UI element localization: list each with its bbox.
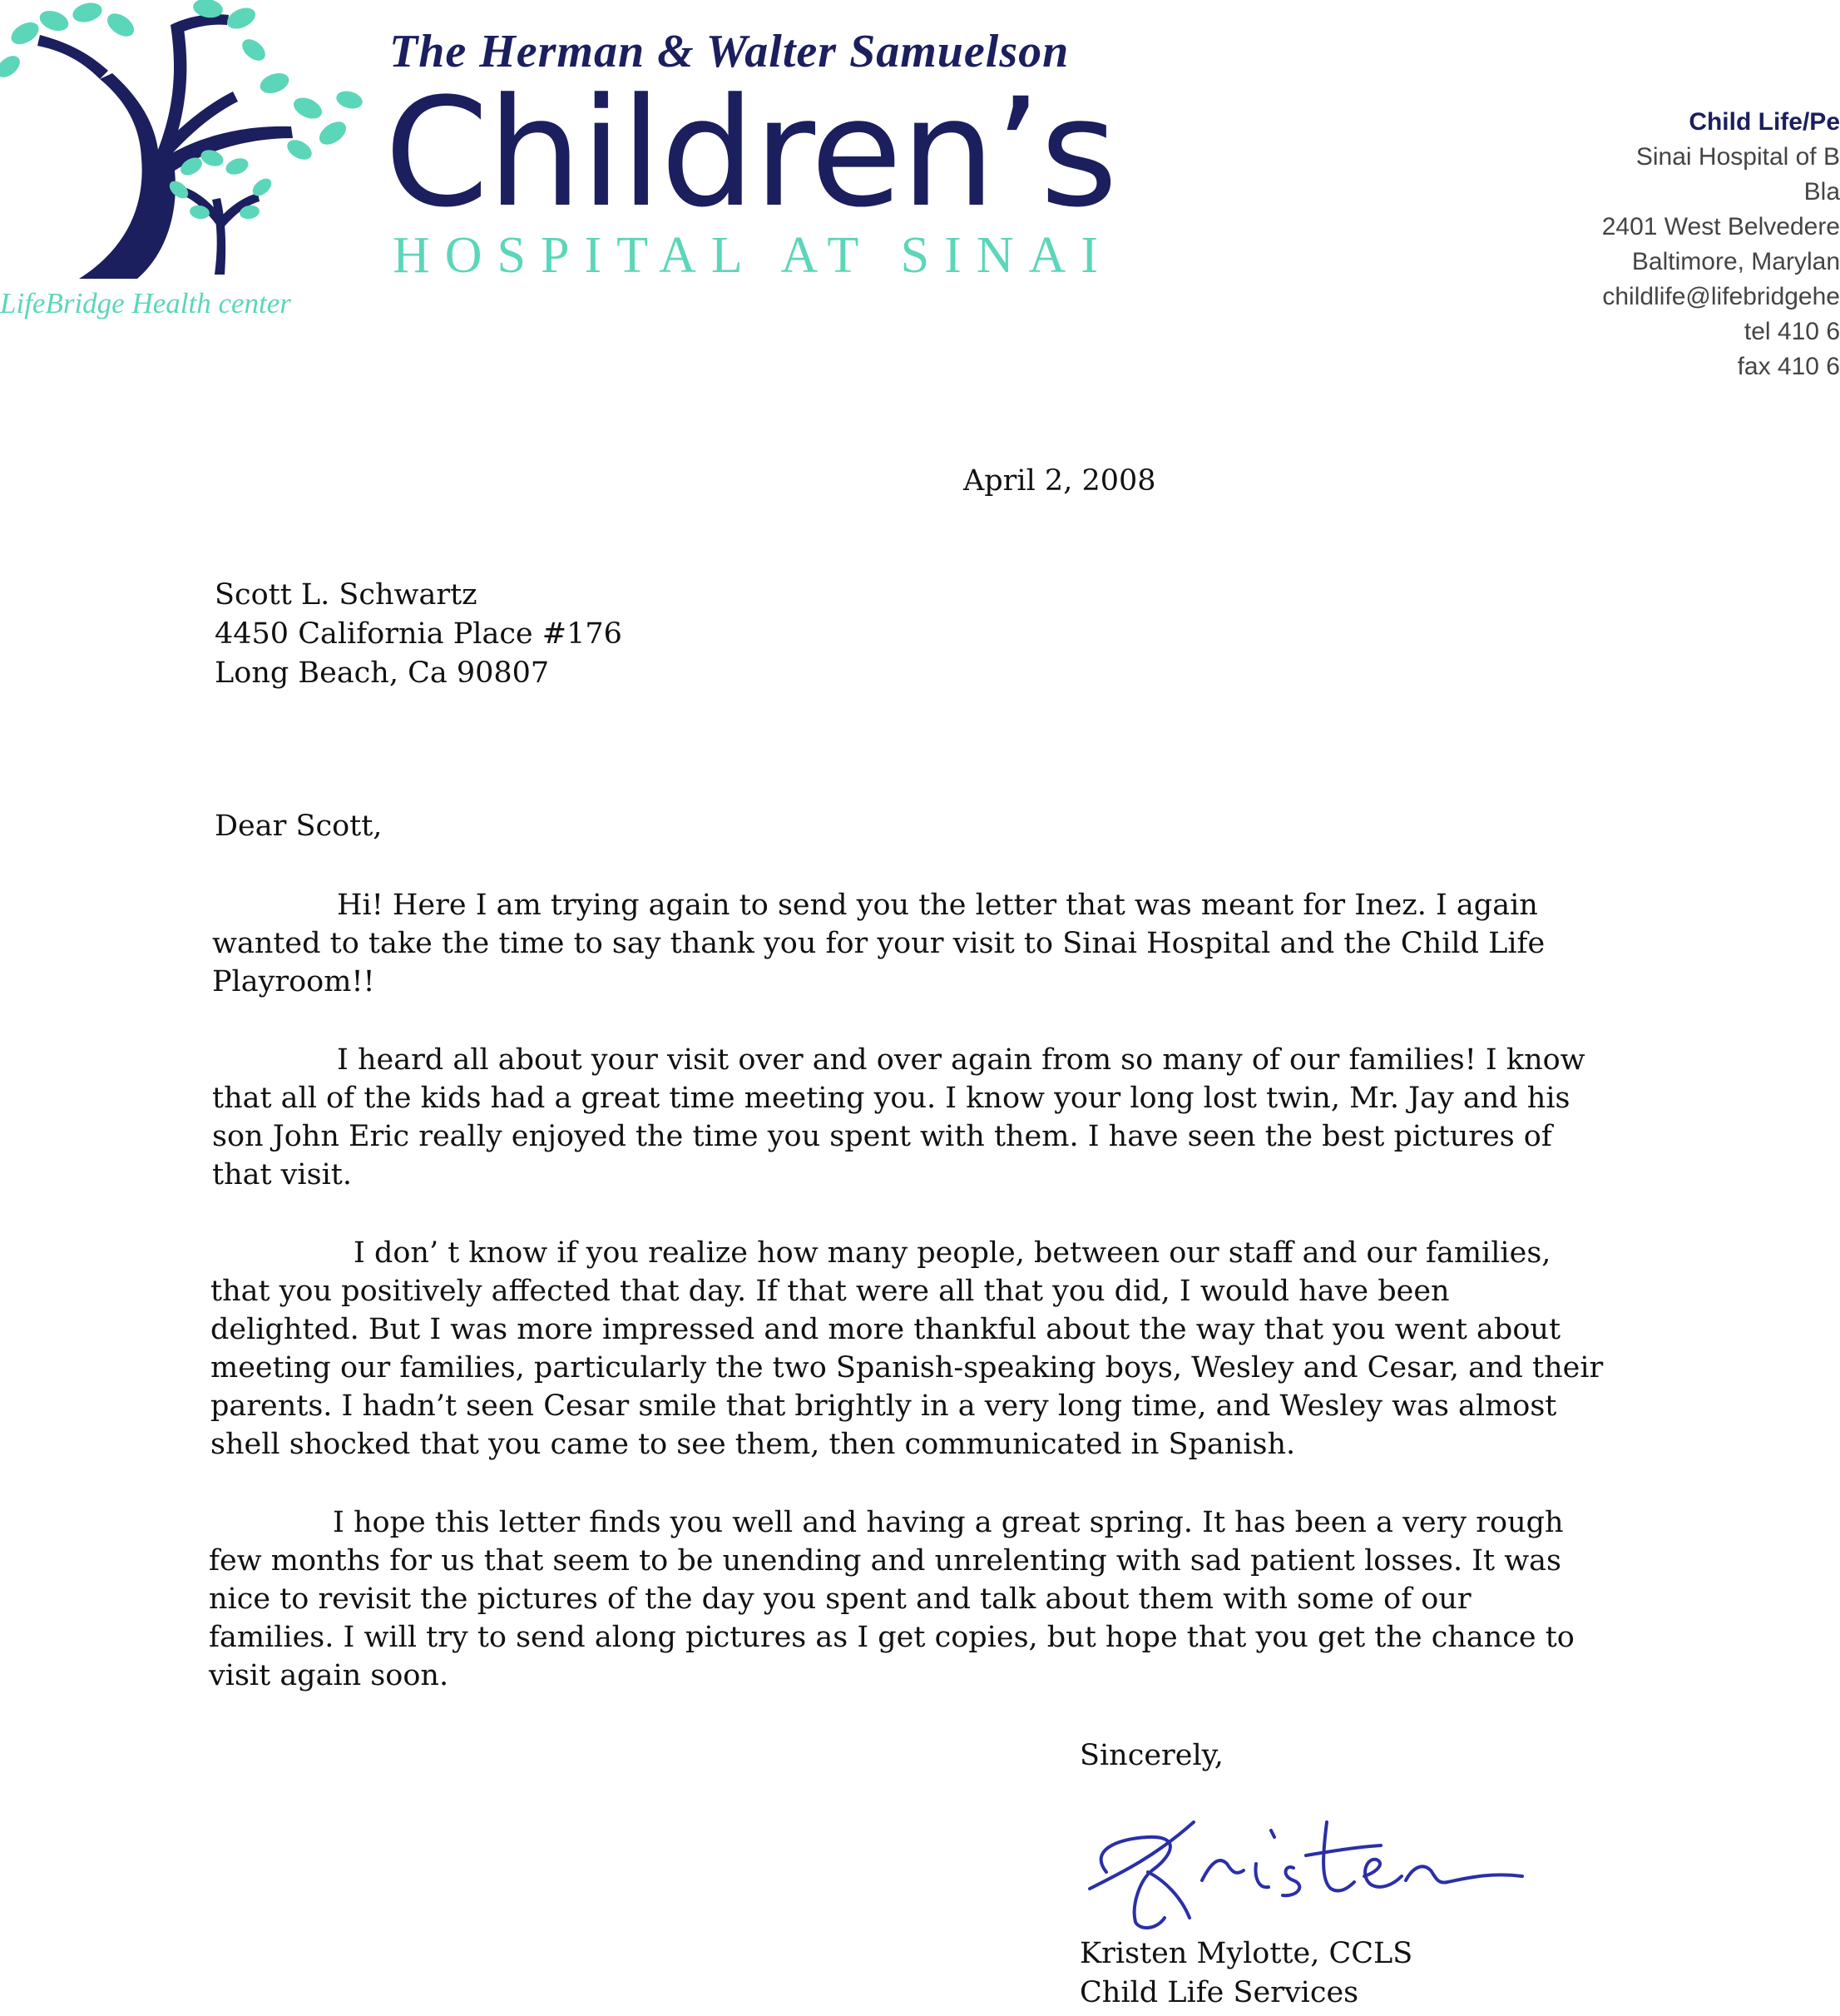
contact-tel: tel 410 6 (1744, 318, 1840, 345)
brand-name-line: The Herman & Walter Samuelson (389, 26, 1070, 77)
contact-fax: fax 410 6 (1737, 353, 1840, 380)
paragraph-1-line: wanted to take the time to say thank you for your visit to Sinai Hospital and the Child Life (212, 927, 1546, 960)
paragraph-4-line: I hope this letter finds you well and having a great spring. It has been a very rough (333, 1506, 1564, 1539)
letter-date: April 2, 2008 (963, 464, 1156, 498)
paragraph-3-line: delighted. But I was more impressed and more thankful about the way that you went about (210, 1313, 1561, 1346)
paragraph-4-line: families. I will try to send along pictures as I get copies, but hope that you get the chance to (209, 1621, 1575, 1654)
contact-line: Bla (1803, 178, 1840, 206)
contact-line: Sinai Hospital of B (1635, 143, 1840, 171)
contact-block (1556, 108, 1840, 391)
paragraph-3-line: that you positively affected that day. If that were all that you did, I would have been (210, 1275, 1450, 1308)
closing: Sincerely, (1080, 1739, 1224, 1772)
recipient-street: 4450 California Place #176 (215, 617, 622, 651)
paragraph-4-line: visit again soon. (209, 1659, 449, 1692)
paragraph-1-line: Hi! Here I am trying again to send you the letter that was meant for Inez. I again (337, 889, 1538, 922)
brand-wordmark: Children’s (384, 67, 1116, 240)
hospital-tree-logo (0, 0, 374, 283)
tagline: LifeBridge Health center (0, 287, 291, 319)
signer-title: Child Life Services (1080, 1976, 1359, 2009)
paragraph-2-line: I heard all about your visit over and over again from so many of our families! I know (337, 1043, 1585, 1077)
contact-department: Child Life/Pe (1689, 108, 1840, 136)
signer-name: Kristen Mylotte, CCLS (1080, 1937, 1413, 1970)
paragraph-3-line: meeting our families, particularly the two Spanish-speaking boys, Wesley and Cesar, and their (210, 1351, 1604, 1384)
contact-email: childlife@lifebridgehe (1602, 283, 1840, 310)
contact-city: Baltimore, Marylan (1631, 248, 1840, 275)
paragraph-2-line: that all of the kids had a great time meeting you. I know your long lost twin, Mr. Jay and his (212, 1082, 1570, 1115)
contact-street: 2401 West Belvedere (1601, 213, 1840, 240)
recipient-name: Scott L. Schwartz (215, 578, 477, 612)
paragraph-2-line: that visit. (212, 1158, 352, 1191)
paragraph-1-line: Playroom!! (212, 965, 375, 998)
paragraph-3-line: parents. I hadn’t seen Cesar smile that brightly in a very long time, and Wesley was almost (210, 1389, 1557, 1423)
paragraph-3-line: I don’ t know if you realize how many people, between our staff and our families, (354, 1236, 1551, 1270)
paragraph-3-line: shell shocked that you came to see them, then communicated in Spanish. (210, 1428, 1296, 1461)
salutation: Dear Scott, (215, 810, 383, 843)
paragraph-4-line: few months for us that seem to be unending and unrelenting with sad patient losses. It was (209, 1544, 1562, 1578)
recipient-city: Long Beach, Ca 90807 (215, 656, 550, 690)
paragraph-4-line: nice to revisit the pictures of the day you spent and talk about them with some of our (209, 1583, 1472, 1616)
handwritten-signature (1056, 1772, 1539, 1939)
brand-subtitle: HOSPITAL AT SINAI (393, 227, 1113, 284)
paragraph-2-line: son John Eric really enjoyed the time you spent with them. I have seen the best pictures of (212, 1120, 1552, 1153)
